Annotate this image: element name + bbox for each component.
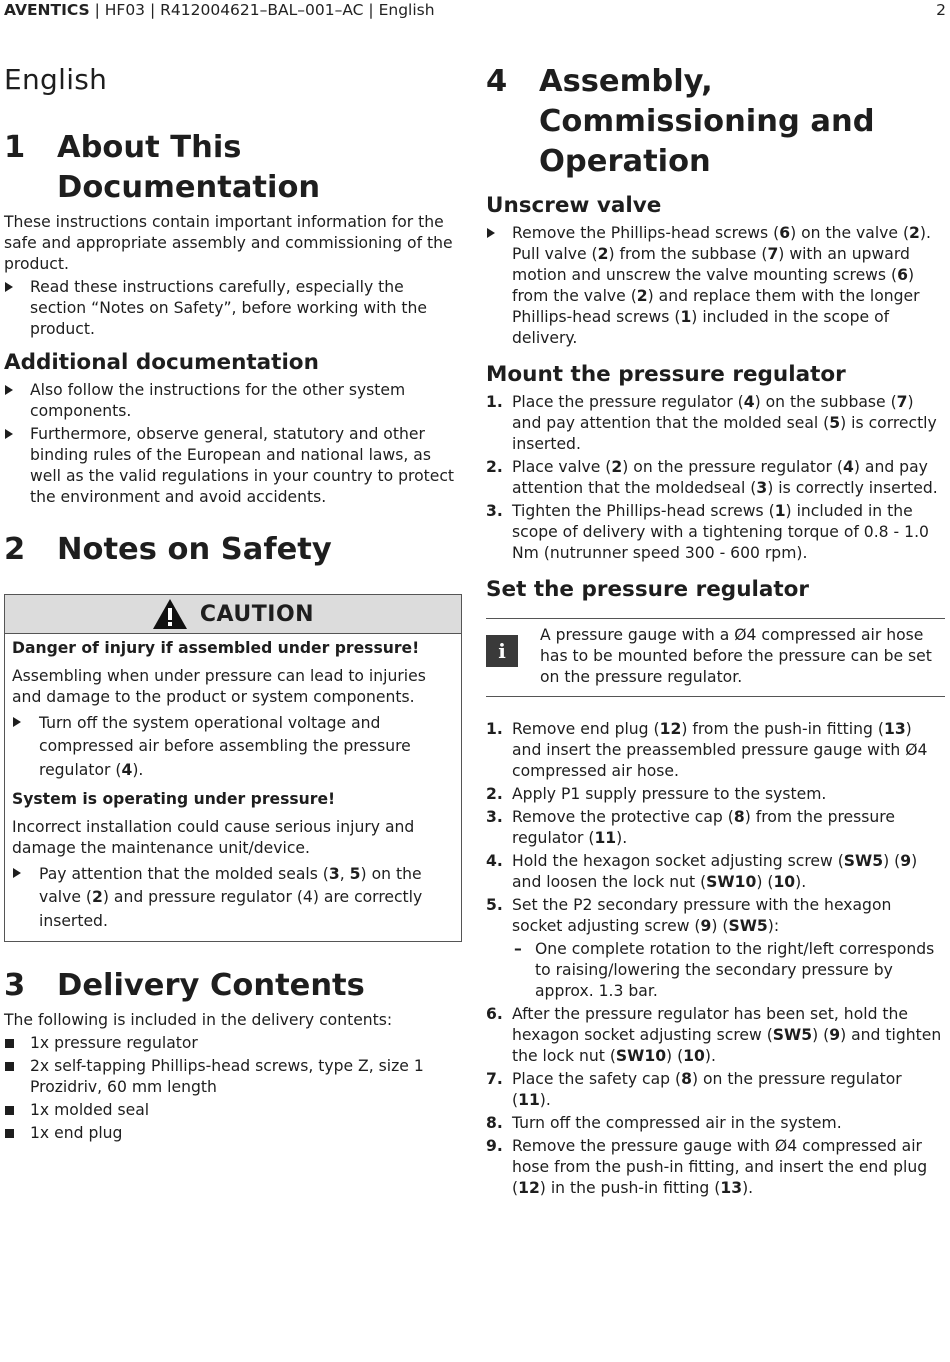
step-item: 3. Tighten the Phillips-head screws (1) included in the scope of delivery with a tightening torque of 0.8 - 1.0 Nm (nutrunner speed 300 - 600 rpm).: [486, 502, 929, 562]
hazard-description: Incorrect installation could cause serious injury and damage the maintenance unit/device.: [12, 817, 415, 857]
caution-body: [5, 634, 461, 941]
list-item: Remove the Phillips-head screws (6) on the valve (2). Pull valve (2) from the subbase (7) with an upward motion and unscrew the valve mounting screws (6) from the valve (2) and replace them with the longer Phillips-head screws (1) included in the scope of delivery.: [486, 223, 945, 349]
right-column: [486, 62, 945, 1201]
step-item: 2. Apply P1 supply pressure to the system.: [486, 785, 827, 803]
bullet-list: [4, 277, 462, 340]
section-number: 4: [486, 64, 508, 99]
caution-label: CAUTION: [199, 601, 315, 627]
section-heading-3: [4, 966, 462, 1006]
page-number: 2: [936, 1, 946, 19]
bullet-list: [486, 223, 945, 349]
step-item: 5. Set the P2 secondary pressure with the hexagon socket adjusting screw (9) (SW5): – One complete rotation to the right/left corresponds to raising/lowering the secondary pressure by approx. 1.3 bar.: [486, 895, 945, 1002]
document-reference: | HF03 | R412004621–BAL–001–AC | English: [89, 1, 435, 19]
arrow-bullet-icon: [13, 868, 21, 878]
sub-list: [512, 939, 945, 1002]
section-number: 3: [4, 968, 26, 1003]
list-item: Turn off the system operational voltage and compressed air before assembling the pressure regulator (4).: [12, 712, 454, 783]
square-bullet-icon: [5, 1129, 14, 1138]
bullet-list: [12, 712, 454, 783]
subsection-heading: Set the pressure regulator: [486, 577, 810, 602]
section-heading-2: [4, 530, 462, 570]
square-bullet-icon: [5, 1062, 14, 1071]
arrow-bullet-icon: [5, 429, 13, 439]
hazard-description: Assembling when under pressure can lead to injuries and damage to the product or system components.: [12, 666, 426, 706]
list-item: 1x molded seal: [4, 1100, 462, 1121]
section-heading-1: [4, 128, 462, 208]
arrow-bullet-icon: [13, 717, 21, 727]
section-title: Assembly, Commissioning and Operation: [539, 64, 875, 179]
arrow-bullet-icon: [487, 228, 495, 238]
step-item: 1. Remove end plug (12) from the push-in fitting (13) and insert the preassembled pressure gauge with Ø4 compressed air hose.: [486, 720, 928, 780]
language-title: English: [4, 63, 108, 96]
step-item: 3. Remove the protective cap (8) from the pressure regulator (11).: [486, 808, 895, 847]
paragraph: The following is included in the delivery contents:: [4, 1011, 393, 1029]
section-title: About This Documentation: [57, 130, 321, 205]
bullet-list: [12, 863, 454, 934]
info-icon: i: [486, 635, 518, 667]
step-item: 1. Place the pressure regulator (4) on the subbase (7) and pay attention that the molded seal (5) is correctly inserted.: [486, 393, 937, 453]
caution-box: [4, 594, 462, 942]
warning-triangle-icon: [152, 598, 188, 630]
paragraph: These instructions contain important information for the safe and appropriate assembly and commissioning of the product.: [4, 213, 453, 273]
list-item: Read these instructions carefully, especially the section “Notes on Safety”, before working with the product.: [4, 277, 462, 340]
list-item: 2x self-tapping Phillips-head screws, type Z, size 1 Prozidriv, 60 mm length: [4, 1056, 462, 1098]
section-heading-4: [486, 62, 945, 182]
step-item: 8. Turn off the compressed air in the system.: [486, 1114, 842, 1132]
delivery-list: [4, 1033, 462, 1144]
hazard-title: Danger of injury if assembled under pressure!: [12, 639, 420, 657]
brand-name: AVENTICS: [4, 1, 90, 19]
subsection-heading: Unscrew valve: [486, 193, 662, 218]
subsection-heading: Mount the pressure regulator: [486, 362, 846, 387]
caution-header: [5, 595, 461, 634]
section-number: 1: [4, 130, 26, 165]
step-item: 9. Remove the pressure gauge with Ø4 compressed air hose from the push-in fitting, and insert the end plug (12) in the push-in fitting (13).: [486, 1137, 928, 1197]
arrow-bullet-icon: [5, 385, 13, 395]
bullet-list: [4, 380, 462, 508]
info-note: [486, 618, 945, 697]
info-text: A pressure gauge with a Ø4 compressed air hose has to be mounted before the pressure can be set on the pressure regulator.: [540, 626, 932, 686]
list-item: Pay attention that the molded seals (3, 5) on the valve (2) and pressure regulator (4) are correctly inserted.: [12, 863, 454, 934]
arrow-bullet-icon: [5, 282, 13, 292]
square-bullet-icon: [5, 1039, 14, 1048]
step-item: 2. Place valve (2) on the pressure regulator (4) and pay attention that the moldedseal (3) is correctly inserted.: [486, 458, 938, 497]
left-column: [4, 62, 462, 1146]
page-header: [4, 0, 946, 20]
list-item: Furthermore, observe general, statutory and other binding rules of the European and national laws, as well as the valid regulations in your country to protect the environment and avoid accidents.: [4, 424, 462, 508]
list-item: 1x end plug: [4, 1123, 462, 1144]
subsection-heading: Additional documentation: [4, 350, 319, 375]
step-item: 4. Hold the hexagon socket adjusting screw (SW5) (9) and loosen the lock nut (SW10) (10).: [486, 852, 918, 891]
section-title: Notes on Safety: [57, 532, 332, 567]
sub-list-item: – One complete rotation to the right/left corresponds to raising/lowering the secondary pressure by approx. 1.3 bar.: [514, 940, 935, 1000]
list-item: 1x pressure regulator: [4, 1033, 462, 1054]
step-item: 7. Place the safety cap (8) on the pressure regulator (11).: [486, 1070, 902, 1109]
numbered-steps: [486, 392, 945, 564]
section-title: Delivery Contents: [57, 968, 365, 1003]
square-bullet-icon: [5, 1106, 14, 1115]
numbered-steps: [486, 719, 945, 1199]
section-number: 2: [4, 532, 26, 567]
step-item: 6. After the pressure regulator has been set, hold the hexagon socket adjusting screw (SW5) (9) and tighten the lock nut (SW10) (10).: [486, 1005, 942, 1065]
list-item: Also follow the instructions for the other system components.: [4, 380, 462, 422]
hazard-title: System is operating under pressure!: [12, 790, 336, 808]
